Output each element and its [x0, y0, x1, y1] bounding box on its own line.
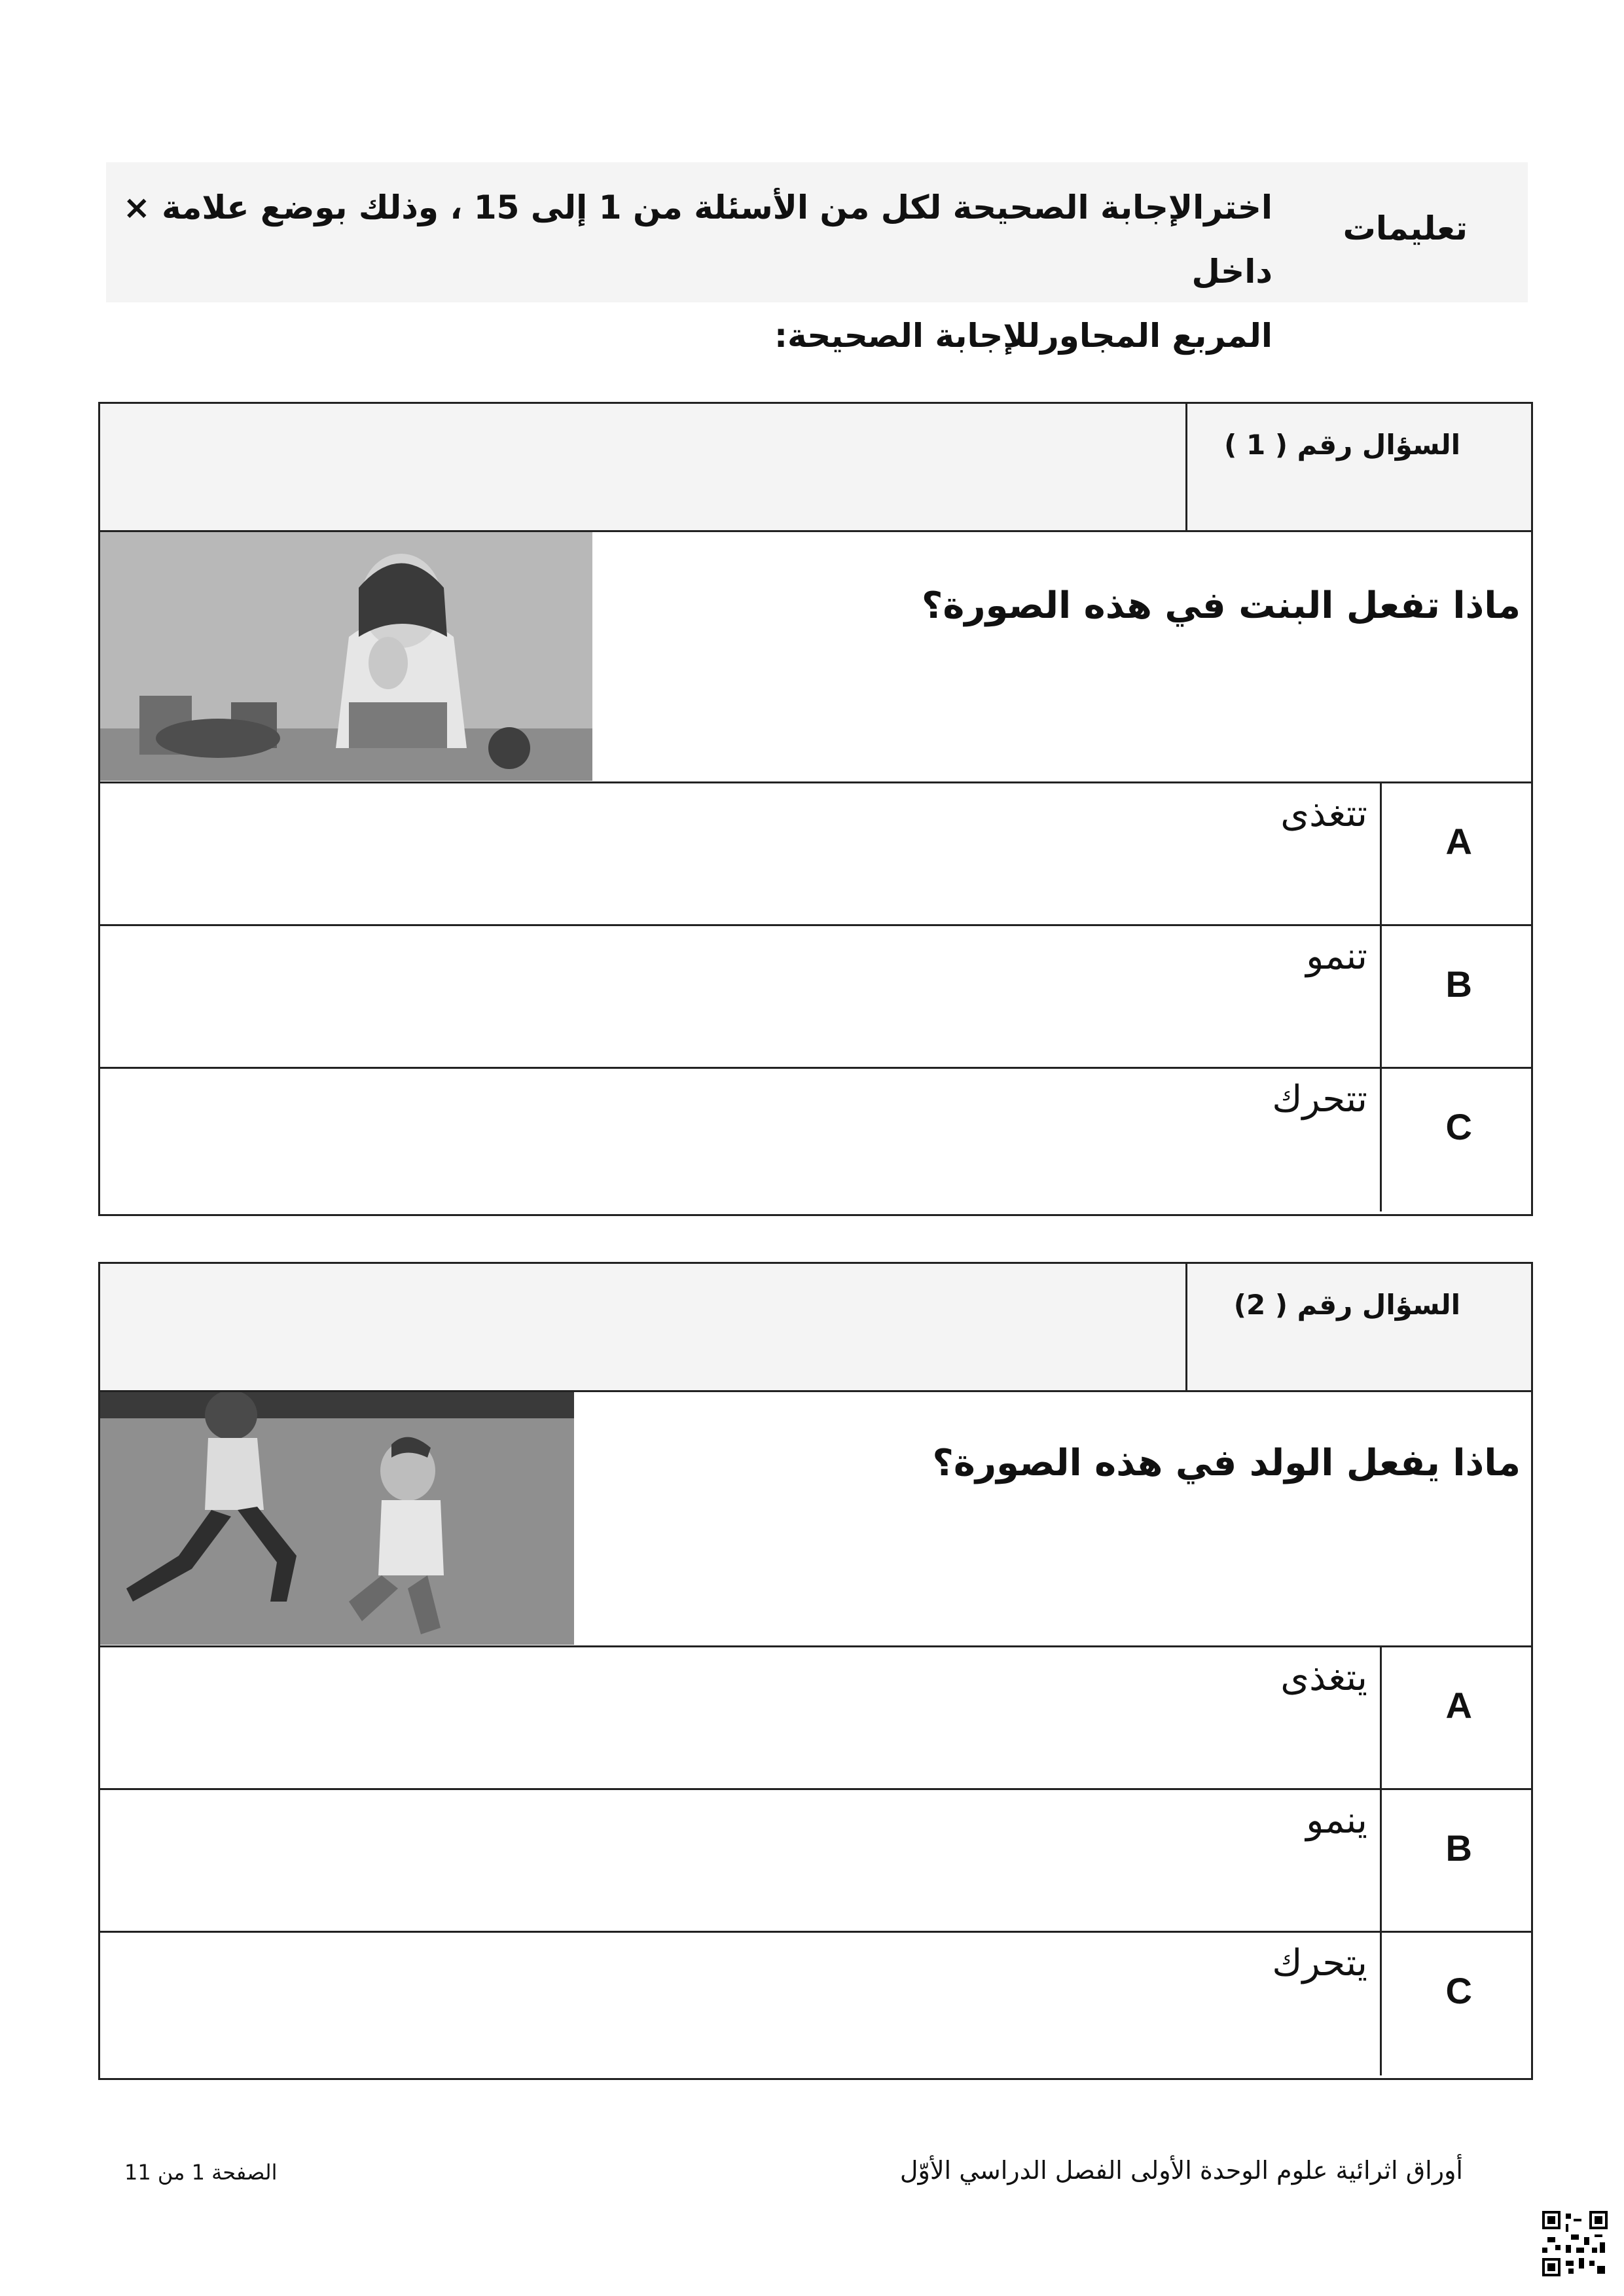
option-a[interactable]	[100, 783, 1531, 926]
option-c[interactable]	[100, 1069, 1531, 1211]
option-letter: B	[1445, 1827, 1472, 1869]
option-divider	[1380, 1790, 1382, 1931]
instructions-label: تعليمات	[1343, 209, 1468, 247]
option-letter: A	[1445, 1685, 1472, 1726]
question-body	[100, 1392, 1531, 1647]
option-letter: C	[1445, 1970, 1472, 2011]
option-divider	[1380, 926, 1382, 1067]
girl-eating-photo	[100, 532, 592, 781]
instructions-text	[107, 175, 1272, 368]
option-divider	[1380, 783, 1382, 924]
question-number: السؤال رقم ( 1 )	[1224, 429, 1460, 461]
option-a[interactable]	[100, 1647, 1531, 1790]
option-b[interactable]	[100, 1790, 1531, 1933]
option-divider	[1380, 1647, 1382, 1788]
footer-title: أوراق اثرائية علوم الوحدة الأولى الفصل الدراسي الأوّل	[899, 2156, 1463, 2185]
question-body	[100, 532, 1531, 783]
page-number: الصفحة 1 من 11	[124, 2160, 278, 2185]
header-divider	[1185, 404, 1187, 530]
option-letter: C	[1445, 1106, 1472, 1147]
instructions-line-2: المربع المجاورللإجابة الصحيحة:	[774, 317, 1272, 355]
option-letter: B	[1445, 963, 1472, 1005]
boys-running-photo	[100, 1392, 574, 1645]
option-text: ينمو	[1306, 1799, 1367, 1842]
option-text: تتغذى	[1280, 793, 1367, 835]
question-header	[100, 1264, 1531, 1392]
qr-code-icon	[1542, 2211, 1608, 2276]
question-1	[98, 402, 1533, 1216]
option-b[interactable]	[100, 926, 1531, 1069]
instructions-line-1: اخترالإجابة الصحيحة لكل من الأسئلة من 1 إلى 15 ، وذلك بوضع علامة × داخل	[122, 188, 1272, 291]
option-divider	[1380, 1069, 1382, 1211]
option-text: تتحرك	[1272, 1078, 1367, 1121]
option-text: يتحرك	[1272, 1942, 1367, 1984]
instructions-box	[106, 162, 1528, 355]
option-c[interactable]	[100, 1933, 1531, 2075]
question-text: ماذا يفعل الولد في هذه الصورة؟	[932, 1442, 1521, 1484]
option-letter: A	[1445, 821, 1472, 862]
option-text: تنمو	[1306, 935, 1367, 978]
option-text: يتغذى	[1280, 1657, 1367, 1699]
question-number: السؤال رقم ( 2)	[1233, 1289, 1460, 1321]
option-divider	[1380, 1933, 1382, 2075]
question-text: ماذا تفعل البنت في هذه الصورة؟	[921, 584, 1521, 627]
question-2	[98, 1262, 1533, 2080]
question-header	[100, 404, 1531, 532]
header-divider	[1185, 1264, 1187, 1390]
